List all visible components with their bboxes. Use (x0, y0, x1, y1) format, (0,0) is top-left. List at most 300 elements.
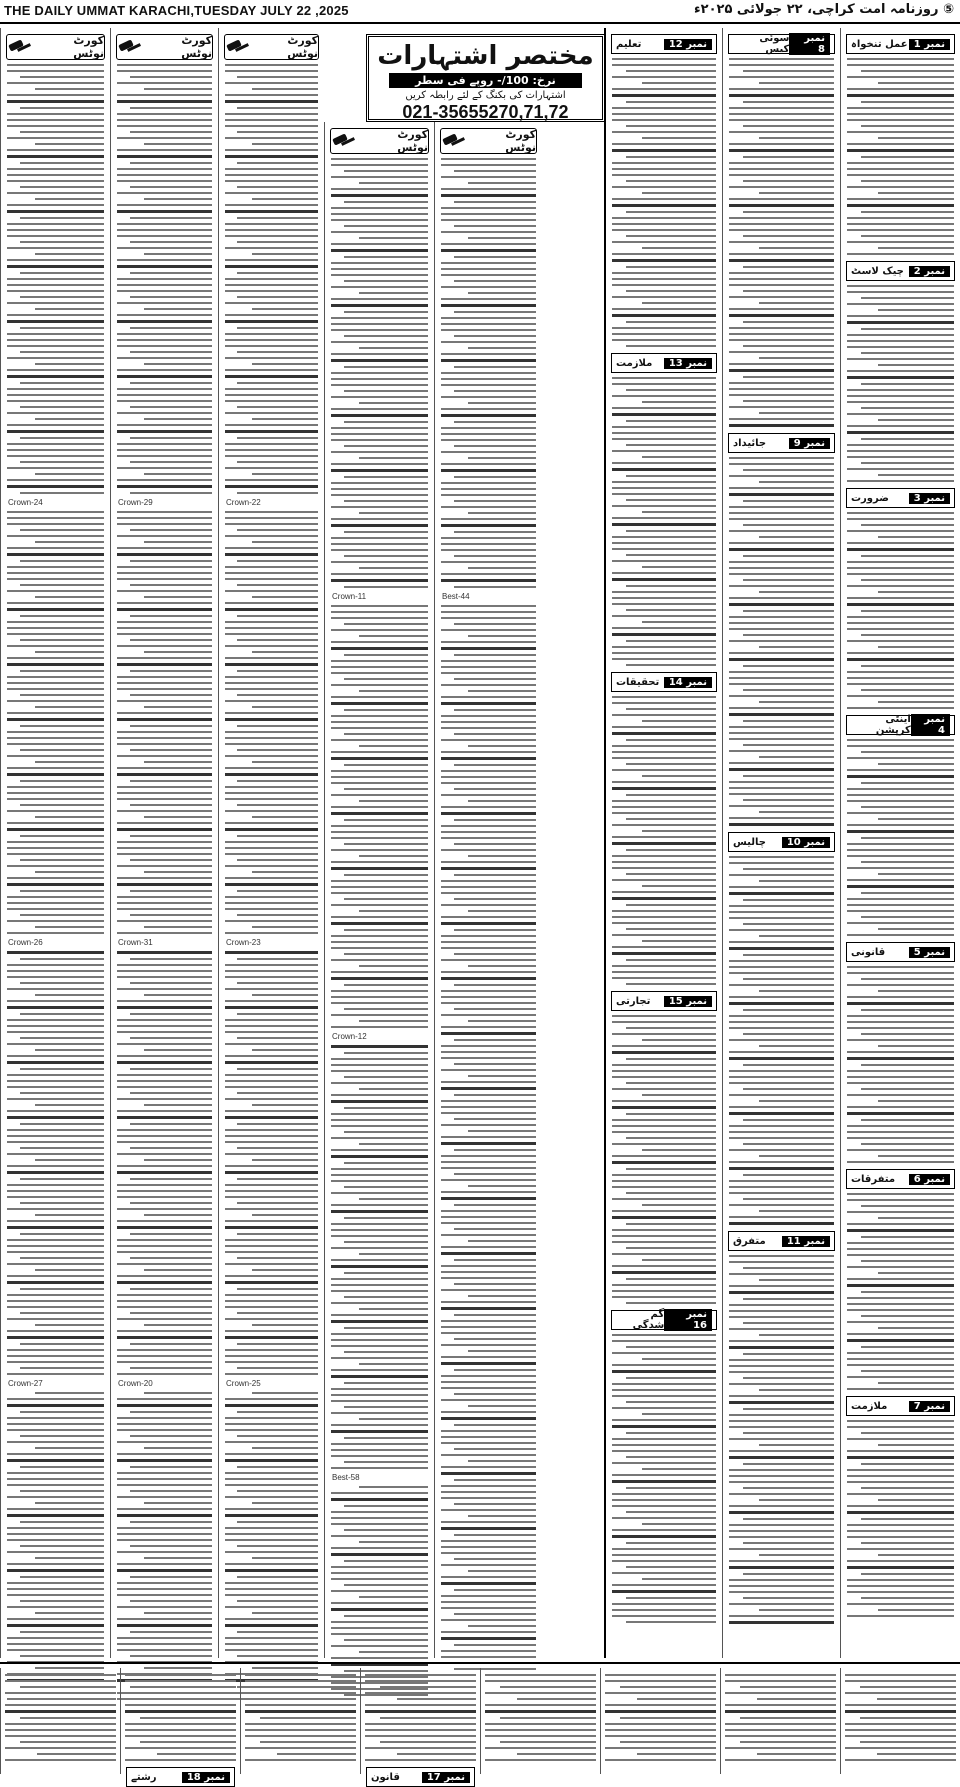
text-line (331, 1517, 428, 1519)
text-line (612, 542, 716, 544)
text-line (144, 994, 212, 996)
text-line (612, 726, 716, 728)
text-line (847, 707, 954, 709)
text-line (612, 946, 716, 948)
text-line (7, 1563, 104, 1565)
text-line (729, 677, 834, 679)
text-line (729, 762, 834, 764)
text-line (331, 1113, 428, 1115)
classified-section-header (611, 672, 717, 692)
text-line (344, 1296, 428, 1298)
text-line (225, 1643, 318, 1645)
text-line (441, 451, 536, 453)
text-line (454, 170, 536, 172)
text-line (117, 1637, 212, 1639)
text-line (117, 1098, 212, 1100)
text-line (441, 794, 536, 796)
text-line (729, 1057, 834, 1060)
text-line (20, 131, 104, 133)
text-line (225, 259, 318, 261)
text-line (20, 639, 104, 641)
text-line (729, 917, 834, 919)
text-line (729, 585, 834, 587)
text-line (861, 1260, 954, 1262)
text-line (612, 696, 716, 698)
text-line (331, 1443, 428, 1445)
text-line (7, 1569, 104, 1572)
text-line (468, 182, 536, 184)
text-line (7, 608, 104, 611)
text-line (331, 1590, 428, 1592)
text-line (441, 916, 536, 918)
text-line (5, 1692, 116, 1694)
text-line (441, 1466, 536, 1468)
text-line (878, 247, 954, 249)
text-line (847, 788, 954, 790)
text-line (7, 1165, 104, 1167)
text-line (237, 1013, 318, 1015)
text-line (743, 1009, 834, 1011)
text-line (861, 328, 954, 330)
text-line (441, 194, 536, 197)
text-line (20, 1466, 104, 1468)
classified-section-header (728, 1231, 835, 1251)
text-line (20, 1686, 116, 1688)
text-line (612, 1210, 716, 1212)
text-line (845, 1735, 956, 1737)
text-line (729, 1438, 834, 1440)
text-line (861, 978, 954, 980)
text-line (743, 1597, 834, 1599)
text-line (117, 810, 212, 812)
text-line (626, 873, 716, 875)
court-notice-column-4 (324, 122, 434, 1658)
text-line (612, 1088, 716, 1090)
text-line (225, 1355, 318, 1357)
text-line (847, 1426, 954, 1428)
text-line (7, 1637, 104, 1639)
text-line (612, 107, 716, 109)
text-line (225, 82, 318, 84)
text-line (237, 217, 318, 219)
text-line (20, 1202, 104, 1204)
text-line (441, 573, 536, 575)
text-line (847, 204, 954, 207)
text-line (7, 1373, 104, 1375)
text-line (117, 1606, 212, 1608)
text-line (7, 773, 104, 776)
text-line (7, 1423, 104, 1425)
text-line (729, 530, 834, 532)
text-line (252, 1269, 319, 1271)
text-line (130, 1600, 212, 1602)
text-line (117, 1006, 212, 1009)
text-line (642, 1259, 716, 1261)
text-line (847, 1469, 954, 1471)
text-line (237, 382, 318, 384)
text-line (225, 663, 318, 666)
text-line (117, 94, 212, 96)
text-line (130, 1147, 212, 1149)
text-line (847, 518, 954, 520)
text-line (7, 339, 104, 341)
text-line (441, 959, 536, 961)
text-line (35, 88, 104, 90)
text-line (878, 1554, 954, 1556)
text-line (441, 1436, 536, 1438)
text-line (637, 1753, 716, 1755)
text-line (117, 1245, 212, 1247)
text-line (441, 770, 536, 772)
text-line (626, 389, 716, 391)
text-line (626, 180, 716, 182)
text-line (331, 341, 428, 343)
text-line (130, 186, 212, 188)
text-line (612, 1296, 716, 1298)
text-line (7, 1226, 104, 1229)
text-line (117, 1300, 212, 1302)
text-line (117, 633, 212, 635)
text-line (225, 877, 318, 879)
text-line (729, 1070, 834, 1072)
text-line (612, 787, 716, 790)
text-line (847, 1057, 954, 1060)
text-line (331, 1045, 428, 1048)
text-line (729, 738, 834, 740)
text-line (729, 768, 834, 771)
text-line (878, 1217, 954, 1219)
section-label: تجارتی (616, 995, 651, 1007)
text-line (7, 223, 104, 225)
text-line (117, 1551, 212, 1553)
text-line (237, 1288, 318, 1290)
text-line (441, 341, 536, 343)
text-line (225, 547, 318, 549)
text-line (117, 339, 212, 341)
text-line (237, 492, 318, 494)
text-line (225, 932, 318, 934)
classified-section-header (846, 488, 955, 508)
section-label: چالیس (733, 836, 766, 848)
text-line (729, 947, 834, 950)
text-line (237, 859, 318, 861)
text-line (225, 792, 318, 794)
text-line (861, 837, 954, 839)
text-line (397, 1698, 476, 1700)
text-line (130, 406, 212, 408)
text-line (441, 1411, 536, 1413)
text-line (237, 1202, 318, 1204)
text-line (878, 646, 954, 648)
text-line (729, 1204, 834, 1206)
text-line (612, 308, 716, 310)
text-line (626, 664, 716, 666)
text-line (359, 1088, 428, 1090)
section-text-block (846, 1193, 955, 1390)
text-line (861, 352, 954, 354)
text-line (252, 994, 319, 996)
text-line (225, 1306, 318, 1308)
court-notice-column-1 (0, 28, 110, 1658)
text-line (359, 1541, 428, 1543)
text-line (729, 628, 834, 630)
text-line (117, 737, 212, 739)
text-line (225, 247, 318, 249)
text-line (117, 964, 212, 966)
text-line (729, 1039, 834, 1041)
text-line (359, 1363, 428, 1365)
text-line (7, 64, 104, 66)
text-line (35, 473, 104, 475)
text-line (847, 1376, 954, 1378)
classified-section-header (366, 1767, 475, 1787)
text-line (642, 1358, 716, 1360)
text-line (20, 1545, 104, 1547)
text-line (20, 382, 104, 384)
text-line (252, 253, 319, 255)
text-line (878, 1327, 954, 1329)
text-line (729, 284, 834, 286)
text-line (441, 1167, 536, 1169)
classified-ads-banner (366, 34, 605, 122)
text-line (441, 1417, 536, 1420)
text-line (117, 357, 212, 359)
text-line (237, 890, 318, 892)
text-line (344, 335, 428, 337)
text-line (441, 696, 536, 698)
text-line (861, 524, 954, 526)
text-line (331, 408, 428, 410)
text-line (626, 1278, 716, 1280)
text-line (7, 443, 104, 445)
text-line (7, 1080, 104, 1082)
text-line (468, 347, 536, 349)
text-line (612, 702, 716, 704)
text-line (612, 259, 716, 262)
text-line (847, 107, 954, 109)
text-line (117, 1539, 212, 1541)
text-line (626, 1168, 716, 1170)
text-line (225, 676, 318, 678)
text-line (130, 351, 212, 353)
text-line (252, 473, 319, 475)
text-line (331, 396, 428, 398)
text-line (331, 916, 428, 918)
text-line (847, 1603, 954, 1605)
text-line (454, 201, 536, 203)
text-line (344, 1406, 428, 1408)
text-line (7, 767, 104, 769)
text-line (743, 579, 834, 581)
text-line (612, 1241, 716, 1243)
text-line (612, 131, 716, 133)
text-line (743, 1322, 834, 1324)
text-line (441, 549, 536, 551)
text-line (729, 1291, 834, 1294)
text-line (144, 418, 212, 420)
text-line (729, 972, 834, 974)
text-line (225, 523, 318, 525)
text-line (225, 375, 318, 378)
text-line (441, 427, 536, 429)
text-line (130, 217, 212, 219)
text-line (35, 1447, 104, 1449)
text-line (878, 591, 954, 593)
text-line (117, 192, 212, 194)
text-line (743, 799, 834, 801)
section-number: نمبر 14 (664, 677, 712, 688)
text-line (117, 1141, 212, 1143)
text-line (117, 1484, 212, 1486)
text-line (626, 640, 716, 642)
text-line (759, 990, 834, 992)
text-line (612, 1517, 716, 1519)
text-line (252, 308, 319, 310)
text-line (225, 572, 318, 574)
text-line (729, 229, 834, 231)
text-line (117, 822, 212, 824)
text-line (441, 1521, 536, 1523)
text-line (729, 1082, 834, 1084)
text-line (441, 231, 536, 233)
text-line (37, 1753, 116, 1755)
text-line (626, 1082, 716, 1084)
text-line (5, 1735, 116, 1737)
text-line (344, 678, 428, 680)
text-line (225, 828, 318, 831)
text-line (117, 951, 212, 954)
text-line (331, 1357, 428, 1359)
bottom-ads-band (0, 1662, 960, 1783)
text-line (878, 536, 954, 538)
text-line (331, 378, 428, 380)
text-line (225, 1251, 318, 1253)
text-line (331, 298, 428, 300)
text-line (225, 810, 318, 812)
text-line (331, 488, 428, 490)
text-line (344, 654, 428, 656)
text-line (612, 952, 716, 955)
text-line (729, 683, 834, 685)
text-line (743, 720, 834, 722)
text-line (759, 357, 834, 359)
text-line (117, 100, 212, 103)
text-line (605, 1674, 716, 1676)
notice-tag: Crown-20 (118, 1379, 153, 1388)
text-line (468, 1625, 536, 1627)
text-line (847, 683, 954, 685)
notice-text-block (440, 158, 537, 1670)
text-line (140, 1741, 236, 1743)
text-line (225, 1472, 318, 1474)
text-line (331, 1137, 428, 1139)
text-line (7, 547, 104, 549)
notice-tag: Crown-24 (8, 498, 43, 507)
text-line (331, 1400, 428, 1402)
text-line (225, 265, 318, 268)
notice-tag: Crown-31 (118, 938, 153, 947)
text-line (344, 1351, 428, 1353)
text-line (20, 461, 104, 463)
text-line (620, 1686, 716, 1688)
text-line (140, 1717, 236, 1719)
text-line (35, 596, 104, 598)
text-line (847, 340, 954, 342)
text-line (365, 1680, 476, 1682)
text-line (7, 1459, 104, 1462)
text-line (225, 119, 318, 121)
text-line (252, 1447, 319, 1449)
text-line (441, 213, 536, 215)
text-line (260, 1686, 356, 1688)
text-line (626, 1027, 716, 1029)
text-line (117, 412, 212, 414)
text-line (117, 400, 212, 402)
text-line (626, 235, 716, 237)
text-line (7, 964, 104, 966)
text-line (237, 1147, 318, 1149)
text-line (612, 113, 716, 115)
text-line (117, 1373, 212, 1375)
text-line (237, 749, 318, 751)
text-line (626, 1621, 716, 1623)
text-line (847, 162, 954, 164)
text-line (612, 1155, 716, 1157)
text-line (441, 1277, 536, 1279)
text-line (20, 492, 104, 494)
text-line (225, 1226, 318, 1229)
text-line (847, 480, 954, 482)
text-line (847, 1456, 954, 1459)
text-line (117, 566, 212, 568)
text-line (847, 315, 954, 317)
text-line (331, 1375, 428, 1378)
classified-section-header (611, 34, 717, 54)
text-line (861, 1370, 954, 1372)
text-line (847, 1548, 954, 1550)
text-line (117, 547, 212, 549)
text-line (344, 1560, 428, 1562)
text-line (847, 1524, 954, 1526)
text-line (225, 1318, 318, 1320)
text-line (7, 743, 104, 745)
text-line (847, 1211, 954, 1213)
text-line (441, 1124, 536, 1126)
text-line (642, 511, 716, 513)
ads-title: مختصر اشتہارات (377, 41, 594, 71)
text-line (743, 469, 834, 471)
text-line (331, 384, 428, 386)
text-line (331, 579, 428, 582)
text-line (225, 865, 318, 867)
text-line (225, 70, 318, 72)
bottom-ad-7 (720, 1668, 840, 1774)
text-line (7, 1135, 104, 1137)
text-line (441, 1656, 536, 1658)
text-line (743, 899, 834, 901)
text-line (861, 438, 954, 440)
text-line (365, 1723, 476, 1725)
text-line (468, 1295, 536, 1297)
text-line (117, 1643, 212, 1645)
notice-tag: Crown-26 (8, 938, 43, 947)
text-line (331, 647, 428, 650)
text-line (331, 947, 428, 949)
text-line (20, 1343, 104, 1345)
text-line (117, 223, 212, 225)
text-line (612, 646, 716, 648)
text-line (441, 1582, 536, 1585)
